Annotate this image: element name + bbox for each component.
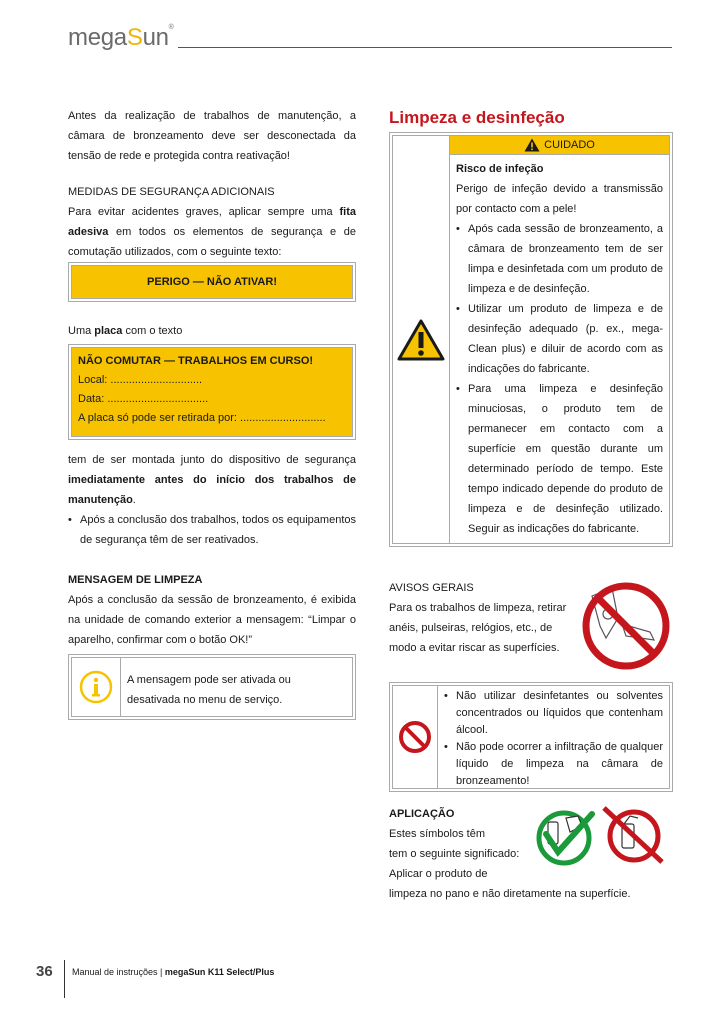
- list-item: • Não utilizar desinfetantes ou solventes concentrados ou líquidos que contenham álcool.: [444, 688, 663, 739]
- header-rule: [178, 47, 672, 48]
- footer-rule: [64, 960, 65, 998]
- page-number: 36: [36, 963, 53, 980]
- application-title: APLICAÇÃO: [389, 808, 455, 820]
- spray-on-cloth-check-icon: [536, 808, 600, 866]
- prohibited-icon: [392, 685, 438, 789]
- no-jewelry-icon: [578, 578, 674, 674]
- general-paragraph: Para os trabalhos de limpeza, retirar anéis, pulseiras, relógios, etc., de modo a evitar riscar as superfícies.: [389, 602, 567, 654]
- intro-paragraph: Antes da realização de trabalhos de manutenção, a câmara de bronzeamento deve ser desconectada da tensão de rede e protegida contra reativação!: [68, 110, 356, 162]
- general-title: AVISOS GERAIS: [389, 582, 474, 594]
- list-item: • Após cada sessão de bronzeamento, a câmara de bronzeamento tem de ser limpa e desinfetada com um produto de limpeza e de desinfeção.: [456, 219, 663, 299]
- message-paragraph: Após a conclusão da sessão de bronzeamento, é exibida na unidade de comando exterior a mensagem: “Limpar o aparelho, confirmar com o botão OK!”: [68, 594, 356, 646]
- no-direct-spray-icon: [600, 806, 672, 866]
- footer-text: Manual de instruções | megaSun K11 Select/Plus: [72, 967, 275, 977]
- application-line-1: Estes símbolos têm: [389, 828, 485, 840]
- caution-label: CUIDADO: [544, 139, 595, 151]
- info-text: A mensagem pode ser ativada ou desativada no menu de serviço.: [121, 657, 353, 717]
- message-title: MENSAGEM DE LIMPEZA: [68, 574, 203, 586]
- application-line-4: limpeza no pano e não diretamente na superfície.: [389, 888, 631, 900]
- placa-removal: A placa só pode ser retirada por: ............................: [78, 412, 326, 424]
- no-alcohol-list: [444, 688, 663, 790]
- caution-list: [456, 219, 663, 539]
- caution-box: [389, 132, 673, 547]
- risk-text: Perigo de infeção devido a transmissão por contacto com a pele!: [456, 183, 663, 215]
- warning-triangle-icon: [392, 135, 450, 544]
- mount-paragraph: tem de ser montada junto do dispositivo de segurança imediatamente antes do início dos trabalhos de manutenção.: [68, 454, 356, 506]
- info-note-box: [68, 654, 356, 720]
- list-item: • Utilizar um produto de limpeza e de desinfeção adequado (p. ex., mega-Clean plus) e diluir de acordo com as indicações do fabricante.: [456, 299, 663, 379]
- danger-label: PERIGO — NÃO ATIVAR!: [71, 265, 353, 299]
- danger-label-box: [68, 262, 356, 302]
- caution-band: [450, 136, 669, 155]
- measures-title: MEDIDAS DE SEGURANÇA ADICIONAIS: [68, 186, 275, 198]
- placa-title: NÃO COMUTAR — TRABALHOS EM CURSO!: [78, 355, 314, 367]
- section-title: Limpeza e desinfeção: [389, 108, 565, 127]
- risk-title: Risco de infeção: [456, 163, 544, 175]
- placa-date: Data: .................................: [78, 393, 209, 405]
- caution-icon: [524, 138, 540, 152]
- placa-sign-box: [68, 344, 356, 440]
- placa-local: Local: ..............................: [78, 374, 203, 386]
- application-line-2: tem o seguinte significado:: [389, 848, 520, 860]
- list-item: • Não pode ocorrer a infiltração de qualquer líquido de limpeza na câmara de bronzeamento!: [444, 739, 663, 790]
- no-alcohol-box: [389, 682, 673, 792]
- brand-logo: megaSun®: [68, 24, 174, 51]
- list-item: • Após a conclusão dos trabalhos, todos os equipamentos de segurança têm de ser reativados.: [68, 510, 356, 550]
- info-icon: [71, 657, 121, 717]
- application-line-3: Aplicar o produto de: [389, 868, 488, 880]
- after-work-list: [68, 510, 356, 550]
- list-item: • Para uma limpeza e desinfeção minuciosas, o produto tem de permanecer em contacto com a superfície em questão durante um determinado período de tempo. Este tempo indicado depende do produto de limpeza e de desinfeção utilizado. Seguir as indicações do fabricante.: [456, 379, 663, 539]
- measures-paragraph: Para evitar acidentes graves, aplicar sempre uma fita adesiva em todos os elementos de segurança e de comutação utilizados, com o seguinte texto:: [68, 206, 356, 258]
- placa-intro: Uma placa com o texto: [68, 325, 183, 337]
